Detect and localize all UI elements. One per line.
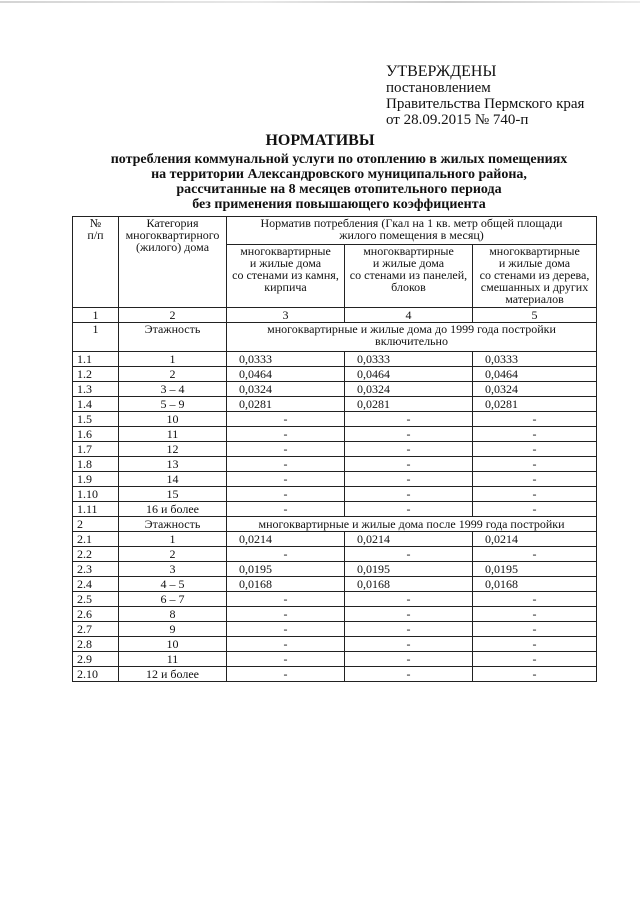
column-index: 2 (119, 308, 227, 323)
row-value-col4: - (345, 487, 473, 502)
row-value-col5: - (473, 457, 597, 472)
row-value-col4: 0,0464 (345, 367, 473, 382)
row-value-col5: - (473, 487, 597, 502)
row-value-col5: 0,0333 (473, 352, 597, 367)
row-num: 2.2 (73, 547, 119, 562)
row-value-col3: 0,0214 (227, 532, 345, 547)
header-col5-line: многоквартирные (489, 244, 580, 258)
row-num: 1.8 (73, 457, 119, 472)
table-row (73, 382, 597, 397)
approval-line: Правительства Пермского края (386, 96, 585, 112)
subtitle-line: на территории Александровского муниципального района, (151, 167, 527, 182)
row-value-col3: - (227, 607, 345, 622)
row-floors: 16 и более (119, 502, 227, 517)
header-col3-line: и жилые дома (249, 256, 322, 270)
row-value-col3: - (227, 412, 345, 427)
row-value-col5: - (473, 622, 597, 637)
row-value-col3: - (227, 652, 345, 667)
table-row (73, 577, 597, 592)
row-value-col3: - (227, 637, 345, 652)
table-row (73, 442, 597, 457)
section1-title-line: многоквартирные и жилые дома до 1999 года постройки (267, 322, 556, 336)
row-floors: 6 – 7 (119, 592, 227, 607)
table-row (73, 352, 597, 367)
header-col4-line: со стенами из панелей, (349, 268, 468, 282)
section1-num: 1 (73, 323, 119, 352)
table-row (73, 667, 597, 682)
row-value-col5: 0,0168 (473, 577, 597, 592)
row-value-col4: 0,0333 (345, 352, 473, 367)
row-num: 2.8 (73, 637, 119, 652)
row-value-col3: - (227, 502, 345, 517)
row-value-col3: - (227, 472, 345, 487)
row-value-col5: - (473, 637, 597, 652)
row-value-col3: - (227, 592, 345, 607)
norms-table (72, 216, 597, 682)
row-value-col4: - (345, 457, 473, 472)
row-floors: 10 (119, 637, 227, 652)
row-value-col4: - (345, 502, 473, 517)
row-floors: 10 (119, 412, 227, 427)
row-num: 2.1 (73, 532, 119, 547)
row-value-col4: - (345, 442, 473, 457)
header-num (73, 217, 119, 308)
table-row (73, 487, 597, 502)
row-floors: 8 (119, 607, 227, 622)
row-value-col3: 0,0464 (227, 367, 345, 382)
row-value-col5: - (473, 472, 597, 487)
row-value-col5: 0,0324 (473, 382, 597, 397)
header-row (73, 217, 597, 245)
table-row (73, 532, 597, 547)
header-col5-line: материалов (505, 292, 564, 306)
row-floors: 9 (119, 622, 227, 637)
table-row (73, 547, 597, 562)
approval-block (386, 64, 584, 128)
subtitle-line: без применения повышающего коэффициента (192, 197, 486, 212)
row-num: 1.10 (73, 487, 119, 502)
row-value-col5: - (473, 547, 597, 562)
column-index: 3 (227, 308, 345, 323)
row-value-col3: 0,0281 (227, 397, 345, 412)
row-value-col3: - (227, 457, 345, 472)
section1-title (227, 323, 597, 352)
header-col3 (227, 245, 345, 308)
table-row (73, 427, 597, 442)
header-col4-line: блоков (391, 280, 426, 294)
row-floors: 11 (119, 427, 227, 442)
row-floors: 15 (119, 487, 227, 502)
table-row (73, 397, 597, 412)
header-col3-line: кирпича (264, 280, 307, 294)
header-col4-line: многоквартирные (363, 244, 454, 258)
section2-title: многоквартирные и жилые дома после 1999 года постройки (227, 517, 597, 532)
row-value-col5: - (473, 442, 597, 457)
row-value-col3: - (227, 622, 345, 637)
row-value-col4: - (345, 607, 473, 622)
header-col5-line: смешанных и других (480, 280, 589, 294)
header-category-line: Категория (146, 216, 199, 230)
row-num: 1.3 (73, 382, 119, 397)
approval-line: постановлением (386, 80, 491, 96)
row-num: 1.2 (73, 367, 119, 382)
row-value-col3: - (227, 667, 345, 682)
row-value-col4: 0,0281 (345, 397, 473, 412)
header-category-line: многоквартирного (125, 228, 220, 242)
row-value-col4: - (345, 427, 473, 442)
row-value-col5: - (473, 592, 597, 607)
header-norm-line: Норматив потребления (Гкал на 1 кв. метр общей площади (260, 216, 563, 230)
row-value-col3: 0,0324 (227, 382, 345, 397)
row-value-col4: 0,0168 (345, 577, 473, 592)
table-row (73, 412, 597, 427)
section1-label: Этажность (119, 323, 227, 352)
approval-heading: УТВЕРЖДЕНЫ (386, 63, 497, 80)
column-index-row (73, 308, 597, 323)
scan-artifact (0, 1, 640, 3)
row-value-col4: - (345, 547, 473, 562)
row-num: 2.9 (73, 652, 119, 667)
header-num-line: № (89, 216, 102, 230)
row-floors: 1 (119, 532, 227, 547)
row-value-col3: - (227, 487, 345, 502)
row-value-col5: 0,0464 (473, 367, 597, 382)
table-row (73, 637, 597, 652)
row-value-col5: - (473, 652, 597, 667)
header-col3-line: со стенами из камня, (232, 268, 339, 282)
row-num: 2.10 (73, 667, 119, 682)
header-col5 (473, 245, 597, 308)
row-num: 1.9 (73, 472, 119, 487)
row-value-col4: 0,0195 (345, 562, 473, 577)
column-index: 5 (473, 308, 597, 323)
row-floors: 12 и более (119, 667, 227, 682)
row-value-col4: - (345, 667, 473, 682)
table-row (73, 472, 597, 487)
row-value-col5: - (473, 427, 597, 442)
row-value-col5: 0,0281 (473, 397, 597, 412)
row-num: 1.1 (73, 352, 119, 367)
row-floors: 4 – 5 (119, 577, 227, 592)
document-subtitle (0, 152, 640, 212)
table-row (73, 367, 597, 382)
subtitle-line: потребления коммунальной услуги по отоплению в жилых помещениях (110, 152, 568, 167)
section2-label: Этажность (119, 517, 227, 532)
column-index: 1 (73, 308, 119, 323)
section1-header-row (73, 323, 597, 352)
row-floors: 14 (119, 472, 227, 487)
row-floors: 3 (119, 562, 227, 577)
row-num: 2.6 (73, 607, 119, 622)
table-row (73, 607, 597, 622)
header-norm-line: жилого помещения в месяц) (339, 228, 484, 242)
row-value-col4: 0,0214 (345, 532, 473, 547)
section2-num: 2 (73, 517, 119, 532)
row-value-col4: - (345, 472, 473, 487)
row-value-col5: - (473, 667, 597, 682)
section2-header-row (73, 517, 597, 532)
header-col5-line: и жилые дома (498, 256, 571, 270)
row-num: 2.7 (73, 622, 119, 637)
row-floors: 2 (119, 547, 227, 562)
row-num: 2.5 (73, 592, 119, 607)
row-num: 2.4 (73, 577, 119, 592)
row-floors: 12 (119, 442, 227, 457)
row-num: 1.6 (73, 427, 119, 442)
row-floors: 11 (119, 652, 227, 667)
row-floors: 13 (119, 457, 227, 472)
header-col3-line: многоквартирные (240, 244, 331, 258)
row-floors: 5 – 9 (119, 397, 227, 412)
column-index: 4 (345, 308, 473, 323)
header-col4-line: и жилые дома (372, 256, 445, 270)
row-value-col5: - (473, 502, 597, 517)
header-col5-line: со стенами из дерева, (479, 268, 590, 282)
row-num: 1.4 (73, 397, 119, 412)
row-floors: 3 – 4 (119, 382, 227, 397)
row-value-col3: 0,0333 (227, 352, 345, 367)
header-category-line: (жилого) дома (135, 240, 210, 254)
table-row (73, 622, 597, 637)
row-value-col5: 0,0195 (473, 562, 597, 577)
header-col4 (345, 245, 473, 308)
row-value-col4: - (345, 412, 473, 427)
table-row (73, 592, 597, 607)
row-num: 2.3 (73, 562, 119, 577)
row-value-col4: - (345, 592, 473, 607)
table-row (73, 562, 597, 577)
row-num: 1.11 (73, 502, 119, 517)
row-value-col5: - (473, 607, 597, 622)
row-num: 1.5 (73, 412, 119, 427)
row-value-col5: - (473, 412, 597, 427)
header-category (119, 217, 227, 308)
table-row (73, 457, 597, 472)
header-norm (227, 217, 597, 245)
row-value-col3: - (227, 547, 345, 562)
header-num-line: п/п (87, 228, 104, 242)
row-floors: 2 (119, 367, 227, 382)
approval-date: от 28.09.2015 № 740-п (386, 112, 529, 128)
row-value-col3: - (227, 427, 345, 442)
table-row (73, 652, 597, 667)
row-value-col3: 0,0168 (227, 577, 345, 592)
table-row (73, 502, 597, 517)
row-floors: 1 (119, 352, 227, 367)
row-value-col4: - (345, 622, 473, 637)
row-value-col4: - (345, 652, 473, 667)
row-value-col4: - (345, 637, 473, 652)
row-value-col4: 0,0324 (345, 382, 473, 397)
section1-title-line: включительно (375, 334, 448, 348)
row-num: 1.7 (73, 442, 119, 457)
row-value-col5: 0,0214 (473, 532, 597, 547)
document-title: НОРМАТИВЫ (265, 132, 375, 149)
row-value-col3: 0,0195 (227, 562, 345, 577)
subtitle-line: рассчитанные на 8 месяцев отопительного периода (176, 182, 502, 197)
row-value-col3: - (227, 442, 345, 457)
